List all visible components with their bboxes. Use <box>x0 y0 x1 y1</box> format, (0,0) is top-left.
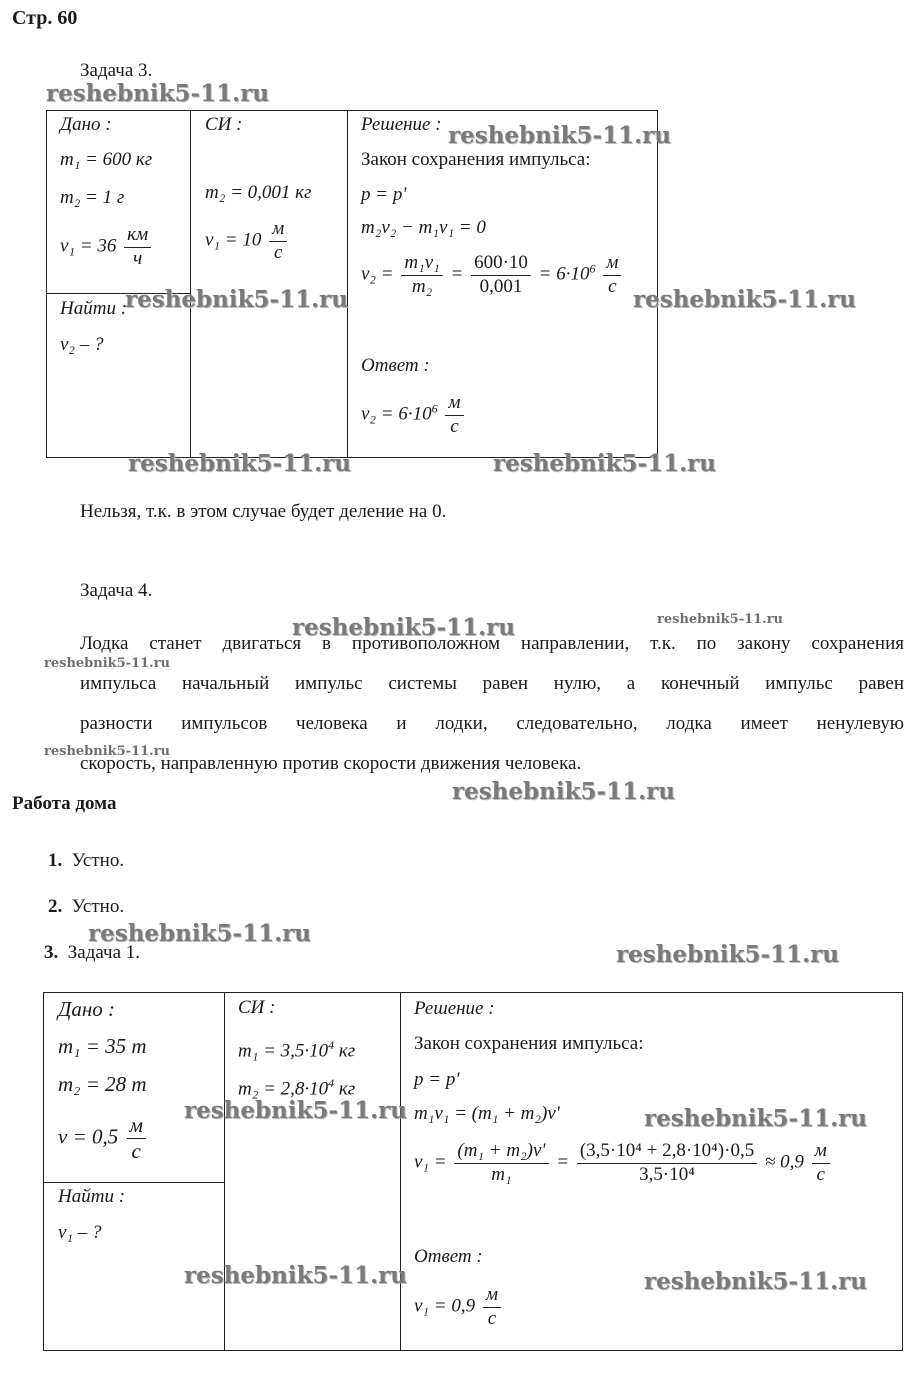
task4-text <box>80 624 904 784</box>
task3-title: Задача 3. <box>80 60 153 81</box>
t1-given-label: Дано : <box>58 997 116 1021</box>
answer-label: Ответ : <box>361 355 430 376</box>
t1-find-v1: v₁ – ? <box>58 1222 102 1243</box>
given-label: Дано : <box>60 114 112 135</box>
given-m1: m₁ = 600 кг <box>60 149 153 170</box>
si-label: СИ : <box>205 114 243 135</box>
si-m2: m₂ = 0,001 кг <box>205 182 312 203</box>
task1-divider-given <box>43 1182 225 1183</box>
task4-line: разности импульсов человека и лодки, следовательно, лодка имеет ненулевую <box>80 713 904 734</box>
solution-law: Закон сохранения импульса: <box>361 149 591 170</box>
watermark: reshebnik5-11.ru <box>493 450 716 477</box>
given-m2: m₂ = 1 г <box>60 187 125 208</box>
watermark: reshebnik5-11.ru <box>448 122 671 149</box>
task3-note: Нельзя, т.к. в этом случае будет деление на 0. <box>80 501 447 522</box>
given-v1: v₁ = 36 $\frac{км}{ч}$ <box>60 224 154 271</box>
task1-divider-2 <box>400 992 401 1351</box>
t1-find-label: Найти : <box>58 1186 126 1207</box>
t1-solution-eq1: p = p' <box>414 1069 460 1090</box>
watermark: reshebnik5-11.ru <box>633 286 856 313</box>
watermark: reshebnik5-11.ru <box>184 1097 407 1124</box>
watermark: reshebnik5-11.ru <box>452 778 675 805</box>
watermark: reshebnik5-11.ru <box>125 286 348 313</box>
watermark: reshebnik5-11.ru <box>184 1262 407 1289</box>
task3-divider-1 <box>190 110 191 458</box>
task3-divider-2 <box>347 110 348 458</box>
watermark: reshebnik5-11.ru <box>644 1105 867 1132</box>
t1-solution-eq2: m₁v₁ = (m₁ + m₂)v' <box>414 1103 560 1124</box>
task4-line: импульса начальный импульс системы равен нулю, а конечный импульс равен <box>80 673 904 694</box>
task4-line: Лодка станет двигаться в противоположном направлении, т.к. по закону сохранения <box>80 633 904 654</box>
t1-answer-v1: v₁ = 0,9 $\frac{м}{с}$ <box>414 1284 504 1331</box>
answer-v2: $v_2 = 6\cdot 10^6$ $\frac{м}{с}$ <box>361 392 467 439</box>
home-item-1: 1. Устно. <box>48 850 125 871</box>
page-header: Стр. 60 <box>12 7 78 29</box>
t1-given-v: v = 0,5 $\frac{м}{с}$ <box>58 1113 149 1164</box>
si-v1: v₁ = 10 $\frac{м}{с}$ <box>205 218 290 265</box>
t1-answer-label: Ответ : <box>414 1246 483 1267</box>
home-heading: Работа дома <box>12 793 117 814</box>
solution-eq1: p = p' <box>361 184 407 205</box>
t1-solution-label: Решение : <box>414 998 495 1019</box>
task4-title: Задача 4. <box>80 580 153 601</box>
t1-si-m2: $m_2 = 2,8\cdot 10^4$ кг <box>238 1076 356 1100</box>
solution-eq2: m₂v₂ − m₁v₁ = 0 <box>361 217 486 238</box>
home-item-2: 2. Устно. <box>48 896 125 917</box>
watermark: reshebnik5-11.ru <box>657 612 784 627</box>
watermark: reshebnik5-11.ru <box>292 614 515 641</box>
watermark: reshebnik5-11.ru <box>616 941 839 968</box>
find-v2: v₂ – ? <box>60 334 104 355</box>
watermark: reshebnik5-11.ru <box>644 1268 867 1295</box>
t1-given-m2: m₂ = 28 т <box>58 1072 147 1096</box>
home-item-3: 3. Задача 1. <box>44 942 141 963</box>
watermark: reshebnik5-11.ru <box>46 80 269 107</box>
task4-line: скорость, направленную против скорости движения человека. <box>80 753 582 774</box>
t1-solution-eq3: v₁ = $\frac{\text{(m₁ + m₂)v'}}{\text{m₁}}$ = $\frac{\text{(3,5·10⁴ + 2,8·10⁴)·0,5}}{\text{3,5·10⁴}}$ ≈ 0,9 $\frac{м}{с}$ <box>414 1140 833 1187</box>
solution-eq3: v₂ = $\frac{\text{m₁v₁}}{\text{m₂}}$ = $\frac{600\cdot 10}{0,001}$ = $6\cdot 10^6$ $\frac{м}{с}$ <box>361 252 624 299</box>
watermark: reshebnik5-11.ru <box>44 744 171 759</box>
solution-label: Решение : <box>361 114 442 135</box>
watermark: reshebnik5-11.ru <box>88 920 311 947</box>
t1-si-m1: $m_1 = 3,5\cdot 10^4$ кг <box>238 1038 356 1062</box>
t1-si-label: СИ : <box>238 997 276 1018</box>
watermark: reshebnik5-11.ru <box>44 656 171 671</box>
task1-divider-1 <box>224 992 225 1351</box>
t1-given-m1: m₁ = 35 т <box>58 1034 147 1058</box>
t1-solution-law: Закон сохранения импульса: <box>414 1033 644 1054</box>
watermark: reshebnik5-11.ru <box>128 450 351 477</box>
find-label: Найти : <box>60 298 128 319</box>
